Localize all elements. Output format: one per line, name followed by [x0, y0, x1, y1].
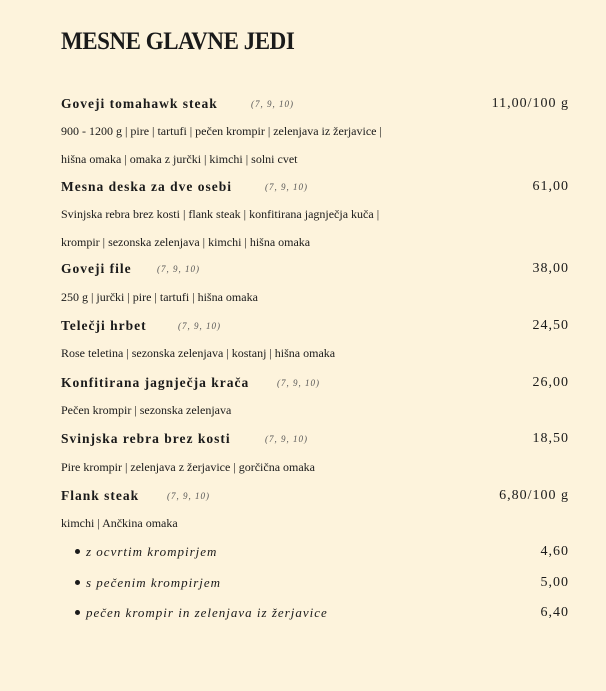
item-price: 38,00	[532, 261, 569, 276]
description-line: Rose teletina | sezonska zelenjava | kostanj | hišna omaka	[61, 346, 336, 360]
item-allergens: (7, 9, 10)	[277, 378, 320, 388]
item-allergens: (7, 9, 10)	[265, 434, 308, 444]
description-line: 250 g | jurčki | pire | tartufi | hišna omaka	[61, 290, 258, 304]
menu-item	[61, 431, 569, 451]
item-description	[61, 453, 569, 481]
description-line: Svinjska rebra brez kosti | flank steak | konfitirana jagnječja kuča |	[61, 207, 380, 221]
description-line: hišna omaka | omaka z jurčki | kimchi | solni cvet	[61, 152, 298, 166]
item-allergens: (7, 9, 10)	[251, 99, 294, 109]
item-description	[61, 200, 569, 256]
menu-item	[61, 261, 569, 281]
description-line: Pečen krompir | sezonska zelenjava	[61, 403, 232, 417]
item-description	[61, 339, 569, 367]
item-description	[61, 509, 569, 537]
item-name: Telečji hrbet	[61, 318, 147, 333]
description-line: kimchi | Ančkina omaka	[61, 516, 178, 530]
side-price: 5,00	[540, 575, 569, 590]
item-price: 18,50	[532, 431, 569, 446]
side-option	[75, 544, 569, 564]
page-title: MESNE GLAVNE JEDI	[61, 28, 295, 55]
item-allergens: (7, 9, 10)	[178, 321, 221, 331]
item-price: 11,00/100 g	[491, 96, 569, 111]
item-allergens: (7, 9, 10)	[167, 491, 210, 501]
menu-item	[61, 96, 569, 116]
item-name: Svinjska rebra brez kosti	[61, 431, 231, 446]
item-name: Flank steak	[61, 488, 140, 503]
menu-item	[61, 375, 569, 395]
side-name: pečen krompir in zelenjava iz žerjavice	[86, 605, 328, 620]
item-price: 24,50	[532, 318, 569, 333]
menu-item	[61, 179, 569, 199]
item-name: Goveji file	[61, 261, 132, 276]
item-price: 61,00	[532, 179, 569, 194]
item-name: Goveji tomahawk steak	[61, 96, 218, 111]
side-price: 6,40	[540, 605, 569, 620]
description-line: krompir | sezonska zelenjava | kimchi | hišna omaka	[61, 235, 311, 249]
description-line: 900 - 1200 g | pire | tartufi | pečen krompir | zelenjava iz žerjavice |	[61, 124, 382, 138]
menu-item	[61, 488, 569, 508]
item-name: Mesna deska za dve osebi	[61, 179, 233, 194]
side-name: s pečenim krompirjem	[86, 575, 222, 590]
item-description	[61, 396, 569, 424]
item-price: 6,80/100 g	[499, 488, 569, 503]
side-name: z ocvrtim krompirjem	[86, 544, 218, 559]
side-option	[75, 575, 569, 595]
item-price: 26,00	[532, 375, 569, 390]
item-description	[61, 283, 569, 311]
item-allergens: (7, 9, 10)	[157, 264, 200, 274]
bullet-icon	[75, 549, 80, 554]
bullet-icon	[75, 580, 80, 585]
side-option	[75, 605, 569, 625]
bullet-icon	[75, 610, 80, 615]
item-description	[61, 117, 569, 173]
item-name: Konfitirana jagnječja krača	[61, 375, 250, 390]
item-allergens: (7, 9, 10)	[265, 182, 308, 192]
side-price: 4,60	[540, 544, 569, 559]
menu-item	[61, 318, 569, 338]
description-line: Pire krompir | zelenjava z žerjavice | gorčična omaka	[61, 460, 316, 474]
